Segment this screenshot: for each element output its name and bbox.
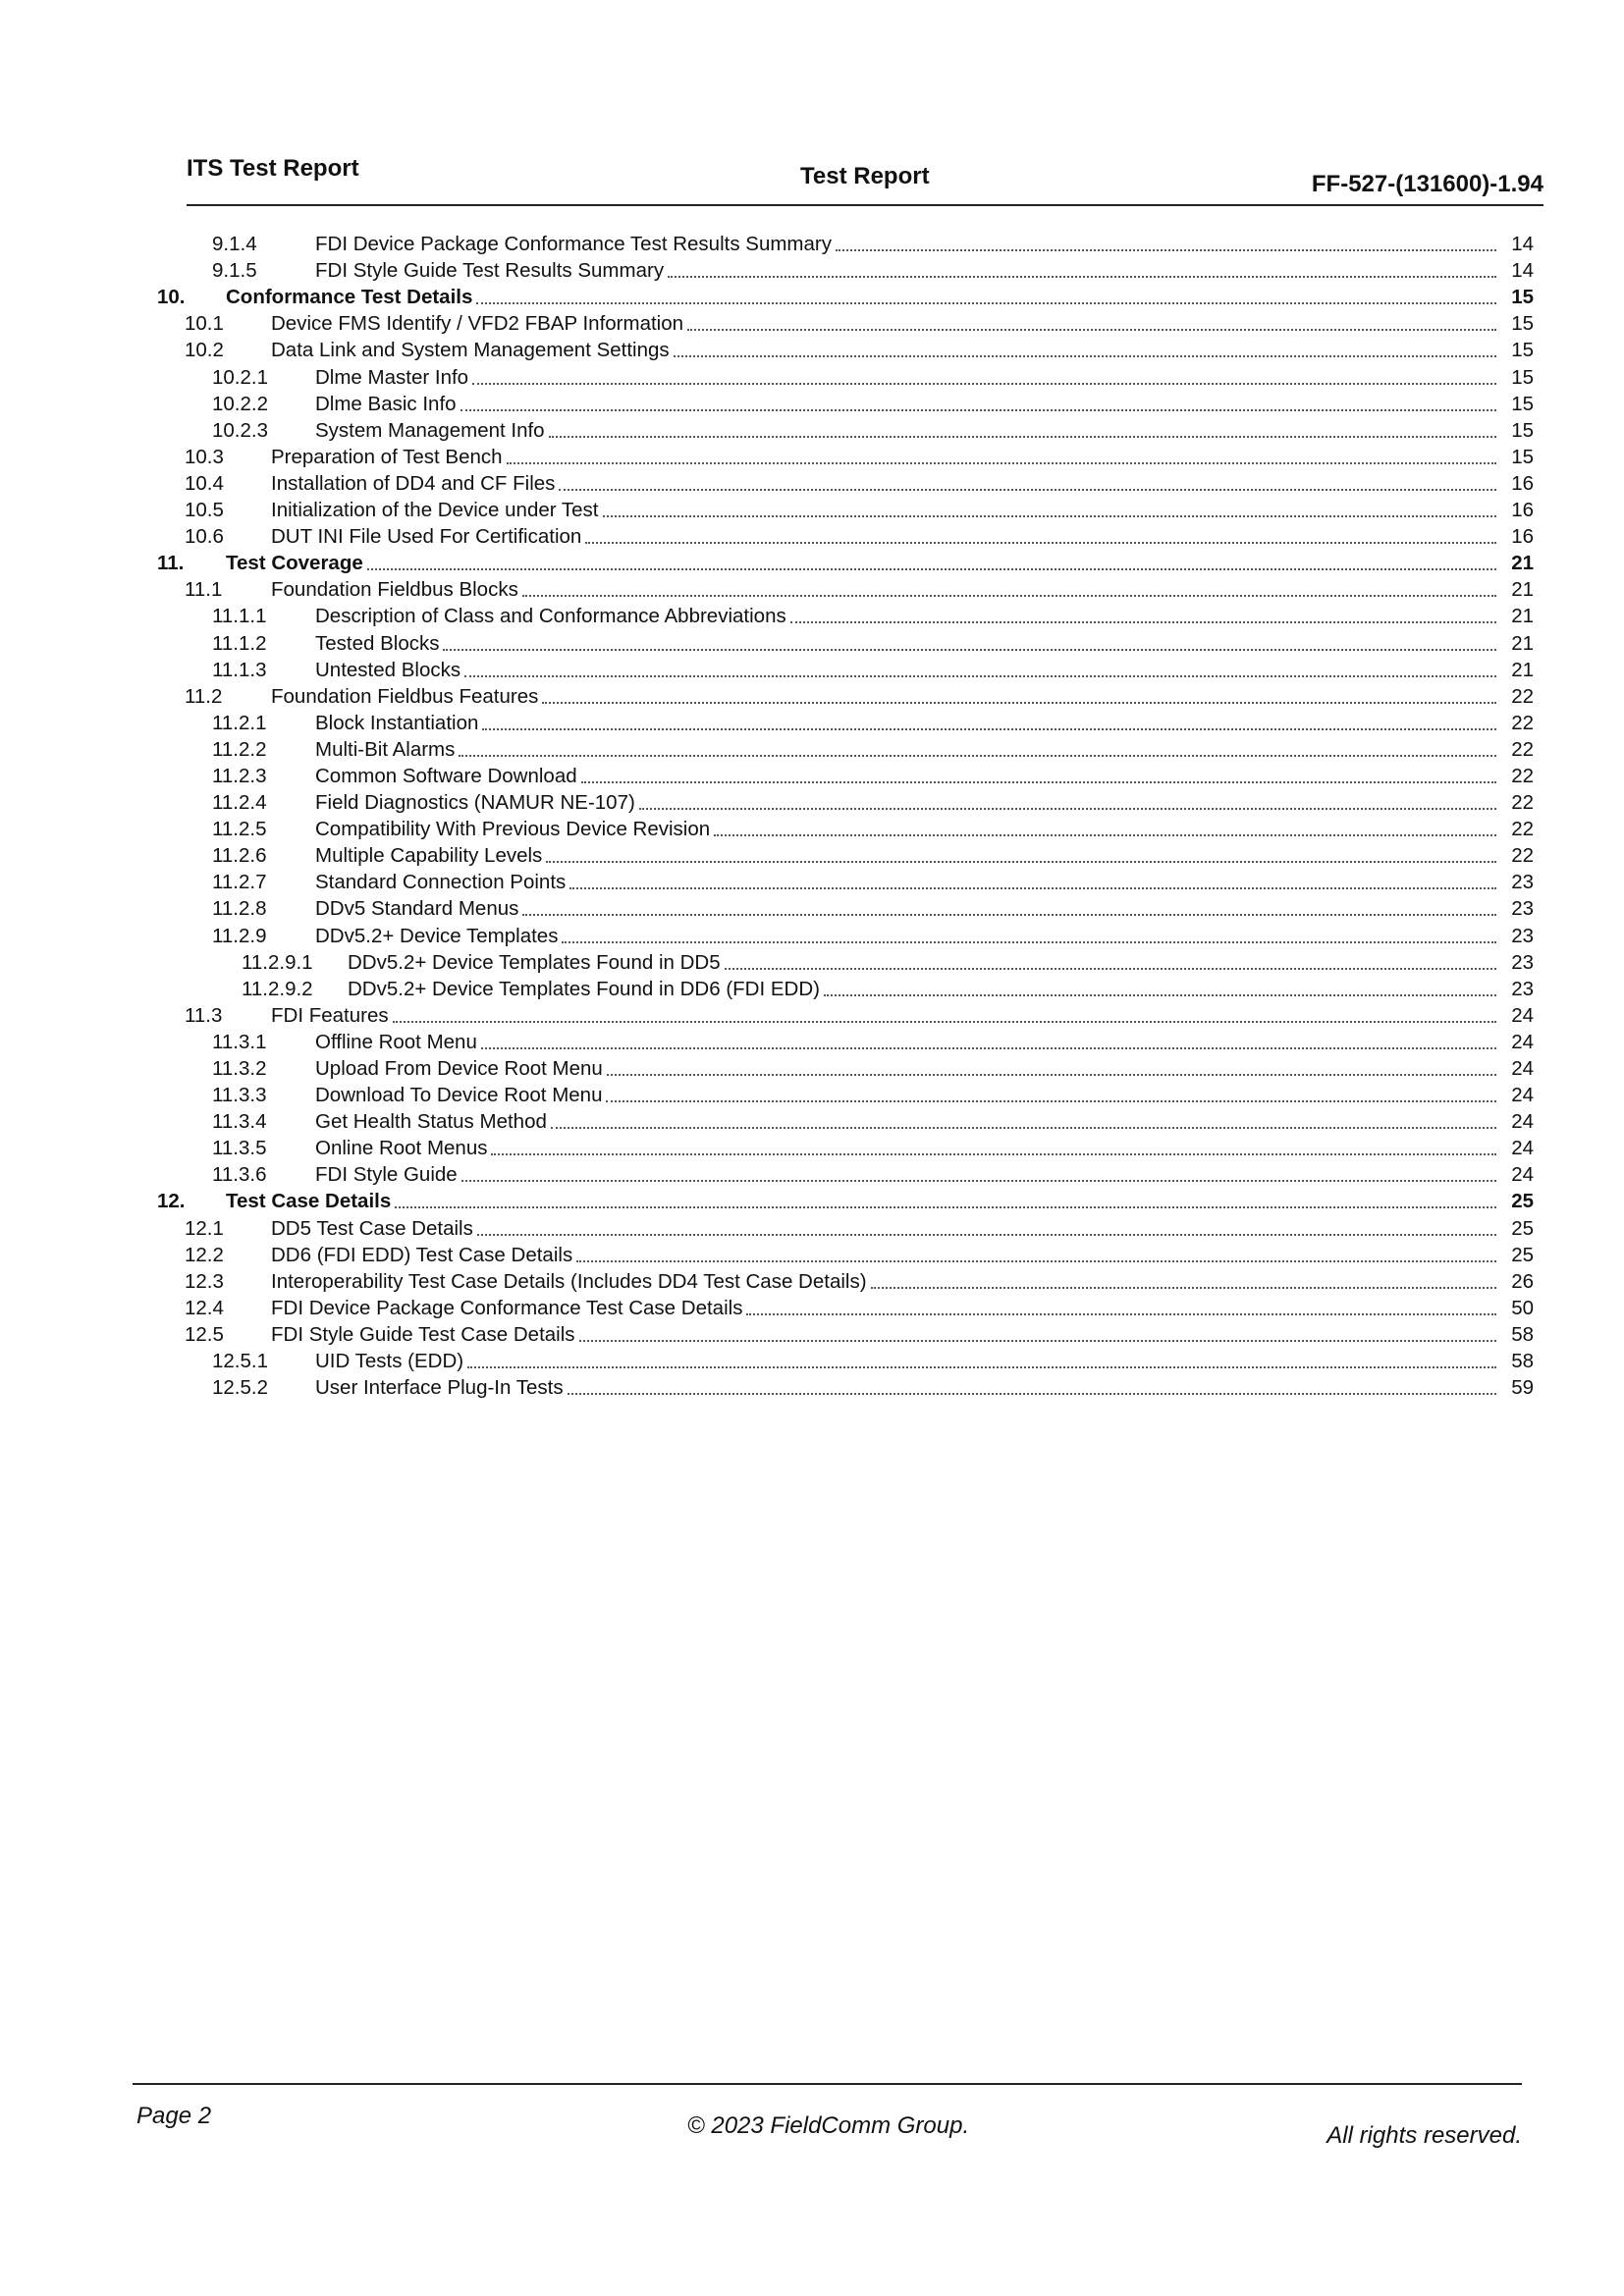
toc-entry-title: FDI Style Guide Test Case Details: [271, 1322, 575, 1346]
toc-entry-page: 24: [1511, 1137, 1534, 1160]
toc-dot-leader: [491, 1153, 1496, 1155]
toc-entry-number: 10.1: [185, 312, 224, 336]
toc-entry-page: 22: [1511, 791, 1534, 815]
toc-entry-number: 11.2.3: [212, 764, 267, 787]
toc-entry[interactable]: [157, 868, 1534, 894]
toc-entry-page: 22: [1511, 737, 1534, 761]
toc-entry-title: Installation of DD4 and CF Files: [271, 471, 556, 495]
toc-entry[interactable]: [157, 496, 1534, 522]
toc-entry-title: System Management Info: [315, 418, 545, 442]
toc-entry[interactable]: [157, 815, 1534, 841]
toc-entry[interactable]: [157, 1054, 1534, 1081]
toc-entry-number: 11.3.2: [212, 1057, 267, 1080]
toc-entry[interactable]: [157, 788, 1534, 815]
toc-dot-leader: [464, 675, 1496, 677]
toc-dot-leader: [367, 568, 1496, 570]
toc-entry-title: FDI Style Guide Test Results Summary: [315, 259, 665, 283]
toc-entry-number: 12.3: [185, 1269, 224, 1293]
toc-dot-leader: [476, 302, 1496, 304]
toc-entry-number: 11.2.9.1: [242, 950, 313, 974]
toc-entry-title: Data Link and System Management Settings: [271, 339, 670, 362]
toc-entry-number: 12.1: [185, 1216, 224, 1240]
toc-dot-leader: [836, 249, 1496, 251]
toc-entry[interactable]: [157, 948, 1534, 975]
toc-entry-title: User Interface Plug-In Tests: [315, 1376, 564, 1400]
toc-entry-page: 15: [1511, 312, 1534, 336]
toc-entry[interactable]: [157, 390, 1534, 416]
toc-entry-number: 11.1.1: [212, 605, 267, 628]
toc-entry-title: DDv5.2+ Device Templates: [315, 924, 559, 947]
toc-entry-title: FDI Device Package Conformance Test Results Summary: [315, 233, 832, 256]
toc-entry-number: 10.4: [185, 471, 224, 495]
toc-entry[interactable]: [157, 1160, 1534, 1187]
toc-entry-page: 15: [1511, 365, 1534, 389]
toc-dot-leader: [549, 436, 1496, 438]
toc-entry-title: Field Diagnostics (NAMUR NE-107): [315, 791, 635, 815]
toc-entry-number: 11.3: [185, 1003, 223, 1027]
toc-entry-number: 11.2.6: [212, 844, 267, 868]
toc-entry[interactable]: [157, 1373, 1534, 1400]
toc-entry-number: 12.: [157, 1190, 186, 1213]
toc-dot-leader: [443, 649, 1496, 651]
toc-dot-leader: [477, 1234, 1496, 1236]
toc-dot-leader: [546, 861, 1496, 863]
toc-entry[interactable]: [157, 309, 1534, 336]
toc-dot-leader: [606, 1100, 1496, 1102]
toc-entry-page: 21: [1511, 552, 1534, 575]
toc-entry[interactable]: [157, 1294, 1534, 1320]
toc-entry-title: Dlme Master Info: [315, 365, 469, 389]
toc-dot-leader: [607, 1074, 1496, 1076]
toc-entry-number: 11.3.4: [212, 1110, 267, 1134]
toc-entry-number: 11.1.3: [212, 658, 267, 681]
header-document-number: FF-527-(131600)-1.94: [1311, 171, 1543, 197]
toc-entry[interactable]: [157, 469, 1534, 496]
toc-dot-leader: [522, 914, 1496, 916]
toc-entry-title: Offline Root Menu: [315, 1030, 477, 1053]
toc-entry-number: 12.5: [185, 1322, 224, 1346]
toc-dot-leader: [687, 329, 1496, 331]
toc-entry[interactable]: [157, 575, 1534, 602]
toc-entry-page: 24: [1511, 1163, 1534, 1187]
toc-dot-leader: [871, 1287, 1496, 1289]
toc-entry-page: 22: [1511, 818, 1534, 841]
toc-entry[interactable]: [157, 894, 1534, 921]
toc-entry-title: Interoperability Test Case Details (Includes DD4 Test Case Details): [271, 1269, 867, 1293]
toc-entry-title: UID Tests (EDD): [315, 1350, 464, 1373]
toc-entry[interactable]: [157, 416, 1534, 443]
toc-entry[interactable]: [157, 283, 1534, 309]
toc-entry-title: FDI Style Guide: [315, 1163, 458, 1187]
toc-entry[interactable]: [157, 443, 1534, 469]
toc-dot-leader: [522, 595, 1496, 597]
toc-entry-number: 9.1.4: [212, 233, 257, 256]
toc-entry[interactable]: [157, 762, 1534, 788]
toc-entry-page: 23: [1511, 924, 1534, 947]
toc-entry-page: 23: [1511, 897, 1534, 921]
toc-entry-page: 15: [1511, 418, 1534, 442]
toc-dot-leader: [668, 276, 1496, 278]
toc-entry-number: 11.2.9: [212, 924, 267, 947]
toc-entry[interactable]: [157, 1187, 1534, 1213]
toc-entry-title: Compatibility With Previous Device Revision: [315, 818, 711, 841]
toc-entry-page: 25: [1511, 1190, 1534, 1213]
toc-entry-page: 22: [1511, 684, 1534, 708]
toc-entry-number: 11.2.1: [212, 711, 267, 734]
toc-entry-title: Upload From Device Root Menu: [315, 1057, 603, 1080]
toc-entry-page: 23: [1511, 871, 1534, 894]
toc-dot-leader: [461, 1180, 1496, 1182]
toc-entry-number: 11.1.2: [212, 631, 267, 655]
toc-entry-title: DDv5 Standard Menus: [315, 897, 519, 921]
toc-entry-title: Untested Blocks: [315, 658, 461, 681]
toc-entry-number: 10.3: [185, 445, 224, 468]
toc-dot-leader: [569, 887, 1496, 889]
header-rule: [187, 204, 1543, 206]
toc-entry[interactable]: [157, 628, 1534, 655]
toc-entry-page: 59: [1511, 1376, 1534, 1400]
toc-entry-title: DD6 (FDI EDD) Test Case Details: [271, 1243, 573, 1266]
toc-entry[interactable]: [157, 1213, 1534, 1240]
toc-entry[interactable]: [157, 1347, 1534, 1373]
toc-entry-title: DD5 Test Case Details: [271, 1216, 473, 1240]
toc-entry-number: 10.6: [185, 525, 224, 549]
toc-entry-number: 11.2.8: [212, 897, 267, 921]
toc-entry-number: 11.2.2: [212, 737, 267, 761]
toc-entry-title: Dlme Basic Info: [315, 392, 457, 415]
toc-entry[interactable]: [157, 1001, 1534, 1028]
toc-entry-title: Common Software Download: [315, 764, 577, 787]
toc-entry-page: 22: [1511, 764, 1534, 787]
toc-entry-number: 12.5.1: [212, 1350, 268, 1373]
toc-dot-leader: [481, 1047, 1496, 1049]
toc-entry[interactable]: [157, 602, 1534, 628]
toc-entry[interactable]: [157, 735, 1534, 762]
toc-entry-title: Foundation Fieldbus Features: [271, 684, 539, 708]
toc-dot-leader: [746, 1313, 1496, 1315]
toc-entry-title: Tested Blocks: [315, 631, 440, 655]
toc-entry[interactable]: [157, 549, 1534, 575]
toc-dot-leader: [395, 1206, 1496, 1208]
toc-entry[interactable]: [157, 841, 1534, 868]
toc-entry-title: FDI Device Package Conformance Test Case Details: [271, 1296, 743, 1319]
toc-dot-leader: [714, 834, 1496, 836]
toc-entry-title: Test Case Details: [226, 1190, 392, 1213]
toc-entry-page: 24: [1511, 1030, 1534, 1053]
toc-entry[interactable]: [157, 1107, 1534, 1134]
toc-entry-page: 21: [1511, 631, 1534, 655]
toc-dot-leader: [824, 994, 1496, 996]
toc-entry-title: Conformance Test Details: [226, 286, 473, 309]
toc-entry[interactable]: [157, 522, 1534, 549]
toc-entry[interactable]: [157, 230, 1534, 256]
toc-dot-leader: [585, 542, 1496, 544]
toc-entry-page: 22: [1511, 711, 1534, 734]
toc-entry-title: FDI Features: [271, 1003, 389, 1027]
toc-entry-title: Block Instantiation: [315, 711, 479, 734]
toc-entry[interactable]: [157, 1241, 1534, 1267]
toc-entry[interactable]: [157, 656, 1534, 682]
toc-dot-leader: [562, 941, 1496, 943]
toc-entry-title: Multiple Capability Levels: [315, 844, 543, 868]
toc-entry-page: 21: [1511, 578, 1534, 602]
toc-entry-page: 58: [1511, 1350, 1534, 1373]
toc-entry-page: 15: [1511, 392, 1534, 415]
footer-rule: [133, 2083, 1522, 2085]
toc-dot-leader: [568, 1393, 1496, 1395]
toc-entry-number: 11.2.5: [212, 818, 267, 841]
toc-entry-title: Test Coverage: [226, 552, 363, 575]
toc-dot-leader: [507, 462, 1496, 464]
toc-entry-page: 26: [1511, 1269, 1534, 1293]
toc-dot-leader: [576, 1260, 1496, 1262]
toc-entry[interactable]: [157, 709, 1534, 735]
toc-entry-page: 22: [1511, 844, 1534, 868]
toc-entry-title: DDv5.2+ Device Templates Found in DD6 (FDI EDD): [348, 977, 820, 1000]
header-left-title: ITS Test Report: [187, 155, 359, 182]
toc-dot-leader: [467, 1366, 1496, 1368]
toc-dot-leader: [639, 808, 1496, 810]
toc-entry-number: 10.2.1: [212, 365, 268, 389]
toc-entry-number: 11.2.7: [212, 871, 267, 894]
toc-dot-leader: [542, 702, 1496, 704]
toc-entry[interactable]: [157, 975, 1534, 1001]
toc-dot-leader: [472, 383, 1496, 385]
toc-entry[interactable]: [157, 1134, 1534, 1160]
toc-entry-page: 16: [1511, 525, 1534, 549]
page-footer: [133, 2083, 1522, 2152]
toc-entry-title: DDv5.2+ Device Templates Found in DD5: [348, 950, 721, 974]
toc-dot-leader: [551, 1127, 1496, 1129]
toc-entry[interactable]: [157, 682, 1534, 709]
toc-entry[interactable]: [157, 336, 1534, 362]
toc-entry-number: 11.2.4: [212, 791, 267, 815]
footer-page-number: Page 2: [136, 2103, 212, 2129]
toc-entry-number: 12.2: [185, 1243, 224, 1266]
toc-entry-page: 24: [1511, 1003, 1534, 1027]
toc-entry[interactable]: [157, 1081, 1534, 1107]
table-of-contents: [157, 230, 1534, 1400]
toc-entry-number: 11.: [157, 552, 185, 575]
toc-entry-number: 11.3.5: [212, 1137, 267, 1160]
toc-dot-leader: [790, 621, 1496, 623]
toc-entry-title: Multi-Bit Alarms: [315, 737, 456, 761]
page-header: [187, 147, 1543, 208]
toc-dot-leader: [725, 968, 1496, 970]
toc-entry-title: Get Health Status Method: [315, 1110, 547, 1134]
toc-entry-number: 12.4: [185, 1296, 224, 1319]
toc-dot-leader: [579, 1340, 1496, 1342]
toc-entry-number: 11.1: [185, 578, 223, 602]
footer-rights: All rights reserved.: [1326, 2122, 1522, 2149]
toc-entry[interactable]: [157, 1320, 1534, 1347]
toc-entry-page: 16: [1511, 499, 1534, 522]
toc-entry-number: 10.: [157, 286, 186, 309]
toc-entry-number: 10.2.3: [212, 418, 268, 442]
toc-entry-title: Standard Connection Points: [315, 871, 567, 894]
toc-entry-title: Online Root Menus: [315, 1137, 488, 1160]
toc-entry[interactable]: [157, 1267, 1534, 1294]
toc-dot-leader: [482, 728, 1496, 730]
toc-entry-page: 58: [1511, 1322, 1534, 1346]
toc-entry-title: Description of Class and Conformance Abbreviations: [315, 605, 786, 628]
toc-dot-leader: [581, 781, 1496, 783]
toc-entry-number: 12.5.2: [212, 1376, 268, 1400]
toc-entry-page: 15: [1511, 445, 1534, 468]
toc-entry[interactable]: [157, 256, 1534, 283]
toc-entry-page: 24: [1511, 1110, 1534, 1134]
toc-entry-title: Preparation of Test Bench: [271, 445, 503, 468]
toc-entry-page: 16: [1511, 471, 1534, 495]
toc-entry-page: 25: [1511, 1216, 1534, 1240]
toc-entry-number: 10.2.2: [212, 392, 268, 415]
toc-entry[interactable]: [157, 921, 1534, 947]
toc-entry-number: 11.2.9.2: [242, 977, 313, 1000]
toc-entry-page: 25: [1511, 1243, 1534, 1266]
toc-entry-page: 23: [1511, 977, 1534, 1000]
toc-entry[interactable]: [157, 1028, 1534, 1054]
toc-entry-number: 10.2: [185, 339, 224, 362]
toc-entry-number: 10.5: [185, 499, 224, 522]
toc-entry-page: 14: [1511, 233, 1534, 256]
toc-dot-leader: [393, 1021, 1496, 1023]
toc-entry[interactable]: [157, 362, 1534, 389]
toc-entry-number: 11.3.3: [212, 1084, 267, 1107]
toc-entry-page: 15: [1511, 286, 1534, 309]
toc-entry-page: 23: [1511, 950, 1534, 974]
toc-dot-leader: [603, 515, 1496, 517]
toc-entry-page: 50: [1511, 1296, 1534, 1319]
toc-entry-page: 15: [1511, 339, 1534, 362]
header-center-title: Test Report: [800, 163, 930, 189]
toc-entry-page: 21: [1511, 658, 1534, 681]
toc-entry-title: Device FMS Identify / VFD2 FBAP Information: [271, 312, 684, 336]
toc-entry-number: 11.3.6: [212, 1163, 267, 1187]
toc-entry-page: 21: [1511, 605, 1534, 628]
toc-entry-number: 11.2: [185, 684, 223, 708]
toc-entry-number: 11.3.1: [212, 1030, 267, 1053]
toc-entry-title: Foundation Fieldbus Blocks: [271, 578, 518, 602]
toc-entry-number: 9.1.5: [212, 259, 257, 283]
footer-copyright: © 2023 FieldComm Group.: [687, 2112, 970, 2139]
toc-dot-leader: [559, 489, 1496, 491]
toc-entry-title: Initialization of the Device under Test: [271, 499, 599, 522]
toc-entry-title: Download To Device Root Menu: [315, 1084, 603, 1107]
toc-entry-page: 14: [1511, 259, 1534, 283]
toc-dot-leader: [459, 755, 1496, 757]
toc-entry-page: 24: [1511, 1084, 1534, 1107]
toc-dot-leader: [674, 355, 1496, 357]
toc-dot-leader: [460, 409, 1496, 411]
toc-entry-page: 24: [1511, 1057, 1534, 1080]
toc-entry-title: DUT INI File Used For Certification: [271, 525, 582, 549]
